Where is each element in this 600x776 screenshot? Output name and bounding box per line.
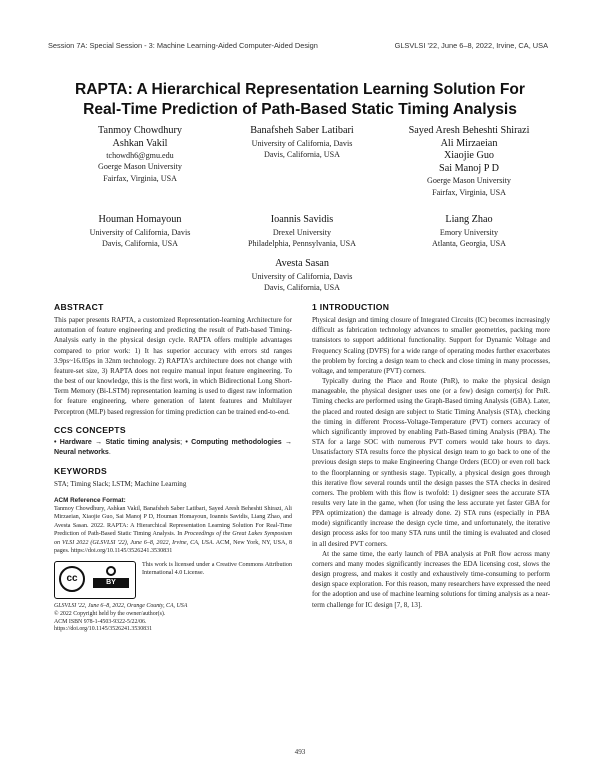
author-block-5 bbox=[224, 214, 380, 249]
period: . bbox=[108, 449, 111, 457]
author-name-2: Ali Mirzaeian bbox=[440, 137, 498, 149]
publication-info bbox=[54, 603, 292, 633]
title-line-1: RAPTA: A Hierarchical Representation Learning Solution For bbox=[75, 81, 525, 98]
intro-paragraph-3: At the same time, the early launch of PBA analysis at PnR flow across many corners and many modes significantly increases the EDA licensing cost, slows the design progress, and makes it costly and exhaustively time-consuming to perform design space exploration. For this reason, many researchers have expressed the need for the adoption and use of machine learning solutions for timing analysis as a near-term challenge for IC design [7, 8, 13]. bbox=[312, 549, 550, 609]
author-name: Ioannis Savidis bbox=[270, 214, 334, 225]
author-affiliation: Goerge Mason University bbox=[427, 176, 511, 186]
introduction-heading: 1 INTRODUCTION bbox=[312, 302, 390, 312]
acm-reference-doi: ACM, New York, NY, USA, 8 pages. https://doi.org/10.1145/3526241.3530831 bbox=[54, 539, 292, 554]
title-line-2: Real-Time Prediction of Path-Based Static Timing Analysis bbox=[83, 101, 517, 118]
author-line: Ashkan Vakil bbox=[112, 137, 168, 149]
running-header-right: GLSVLSI '22, June 6–8, 2022, Irvine, CA, USA bbox=[394, 41, 548, 50]
author-name: Houman Homayoun bbox=[98, 214, 182, 225]
author-affiliation: Drexel University bbox=[272, 227, 332, 237]
author-location: Philadelphia, Pennsylvania, USA bbox=[248, 238, 356, 248]
acm-reference-text: Tanmoy Chowdhury, Ashkan Vakil, Banafsheh Saber Latibari, Sayed Aresh Beheshti Shirazi, Ali Mirzaeian, Xiaojie Guo, Sai Manoj P D, Houman Homayoun, Ioannis Savidis, Liang Zhao, and Avesta Sasan. 2022. RAPTA: A Hierarchical Representation Learning Solution For Real-Time Prediction of Path-Based Static Timing Analysis. In bbox=[54, 505, 292, 538]
running-header-left: Session 7A: Special Session - 3: Machine Learning-Aided Computer-Aided Design bbox=[48, 41, 318, 50]
acm-reference-heading: ACM Reference Format: bbox=[54, 496, 126, 504]
author-affiliation: Goerge Mason University bbox=[98, 162, 182, 172]
author-block-6 bbox=[388, 214, 550, 249]
intro-paragraph-1: Physical design and timing closure of Integrated Circuits (IC) becomes increasingly difficult as fabrication technology advances to smaller geometries, packing more transistors to support additional functionality. Support for Dynamic Voltage and Frequency Scaling (DVFS) for a wide range of operating modes further exacerbates the problem by forcing a design team to check and close timing in many processes, voltage, and temperature (PVT) corners. bbox=[312, 316, 550, 375]
author-name: Banafsheh Saber Latibari bbox=[250, 125, 354, 136]
ccs-bullet-hardware: • Hardware bbox=[54, 438, 92, 446]
right-column bbox=[312, 302, 550, 610]
doi-link[interactable]: https://doi.org/10.1145/3526241.3530831 bbox=[54, 626, 153, 633]
page-number: 493 bbox=[294, 748, 306, 756]
copyright-line: © 2022 Copyright held by the owner/author(s). bbox=[54, 610, 166, 617]
author-affiliation: Emory University bbox=[439, 227, 499, 237]
ccs-item-nn: Neural networks bbox=[54, 449, 109, 457]
author-location: Atlanta, Georgia, USA bbox=[431, 238, 507, 248]
author-block-1 bbox=[64, 125, 216, 184]
arrow: → bbox=[281, 438, 293, 446]
author-location: Fairfax, Virginia, USA bbox=[103, 173, 177, 183]
separator: ; bbox=[180, 438, 186, 446]
keywords-heading: KEYWORDS bbox=[54, 466, 108, 477]
intro-paragraph-2: Typically during the Place and Route (PnR), to make the physical design manageable, the physical designer uses one (or a few) design corner(s) for PnR. Timing checks are performed using the Graph-Based timing Analysis (GBA). Later, the placed and routed design are subject to Static Timing Analysis (STA), checking the timing in different Process-Voltage-Temperature (PVT) corners accuracy of which significantly improved by enabling Path-Based timing Analysis (PBA). The STA for a large SOC with numerous PVT corners would take hours to days. Unsatisfactory STA results force the physical design team to go back to one of the previous design steps to make Engineering Change Orders (ECO) or even roll back to the floorplanning or synthesis stage. Typically, a physical design goes through this iterative flow several rounds until the design passes the STA checks in desired corners. The problem with this flow is twofold: 1) designer sees the accurate STA results very late in the game, when (for using the less accurate yet faster GBA for PPA optimization) the damage is already done. 2) STA runs (especially in PBA mode) significantly increase the design cycle time, and unfortunately, the iterative design process asks for too many STA runs until the timing is evaluated and closed in all desired PVT corners. bbox=[312, 377, 550, 548]
arrow: → bbox=[91, 438, 106, 446]
acm-reference bbox=[54, 497, 292, 556]
author-location: Fairfax, Virginia, USA bbox=[432, 187, 506, 197]
acm-reference-proceedings: Proceedings of the Great Lakes Symposium on VLSI 2022 (GLSVLSI '22), June 6–8, 2022, Irvine, CA, USA. bbox=[54, 531, 292, 546]
author-name-4: Sai Manoj P D bbox=[439, 162, 499, 174]
author-affiliation: University of California, Davis bbox=[251, 271, 353, 281]
author-name: Tanmoy Chowdhury bbox=[98, 125, 182, 136]
author-block-7 bbox=[224, 258, 380, 293]
cc-icon: cc bbox=[59, 566, 85, 592]
author-name: Sayed Aresh Beheshti Shirazi bbox=[408, 125, 530, 136]
by-label: BY bbox=[93, 578, 129, 588]
attribution-icon bbox=[93, 566, 129, 592]
abstract-heading: ABSTRACT bbox=[54, 302, 104, 312]
creative-commons-logo bbox=[54, 561, 136, 599]
author-block-2 bbox=[224, 125, 380, 160]
author-name-3: Xiaojie Guo bbox=[443, 150, 495, 162]
author-block-4 bbox=[64, 214, 216, 249]
author-email: tchowdh6@gmu.edu bbox=[106, 151, 174, 161]
ccs-concepts bbox=[54, 438, 292, 458]
ccs-bullet-computing: • Computing methodologies bbox=[185, 438, 282, 446]
conference-line: GLSVLSI '22, June 6–8, 2022, Orange County, CA, USA bbox=[54, 603, 188, 610]
keywords-text: STA; Timing Slack; LSTM; Machine Learning bbox=[54, 480, 187, 489]
author-affiliation: University of California, Davis bbox=[251, 138, 353, 148]
license-text: This work is licensed under a Creative Commons Attribution International 4.0 License. bbox=[142, 562, 292, 577]
isbn-line: ACM ISBN 978-1-4503-9322-5/22/06. bbox=[54, 618, 147, 625]
author-name: Liang Zhao bbox=[445, 214, 493, 225]
person-icon bbox=[106, 566, 116, 576]
author-name: Avesta Sasan bbox=[275, 258, 329, 269]
ccs-item-sta: Static timing analysis bbox=[105, 438, 181, 446]
author-affiliation: University of California, Davis bbox=[89, 227, 191, 237]
author-block-3 bbox=[388, 125, 550, 198]
left-column bbox=[54, 302, 292, 634]
license-block bbox=[54, 561, 292, 599]
author-location: Davis, California, USA bbox=[102, 238, 178, 248]
ccs-heading: CCS CONCEPTS bbox=[54, 424, 126, 435]
paper-title bbox=[40, 80, 560, 120]
author-location: Davis, California, USA bbox=[264, 282, 340, 292]
abstract-text: This paper presents RAPTA, a customized Representation-learning Architecture for automation of feature engineering and predicting the result of Path-based Timing-Analysis early in the physical design cycle. RAPTA offers multiple advantages compared to prior work: 1) It has superior accuracy with errors std ranges 3.9ps~16.05ps in 32nm technology. 2) RAPTA's architecture does not change with feature-set size, 3) RAPTA does not require manual input feature engineering. To the best of our knowledge, this is the first work, in which Bidirectional Long Short-Term Memory (Bi-LSTM) representation learning is used to digest raw information for feature engineering, where generation of latent features and Multilayer Perceptron (MLP) based regression for timing prediction can be trained end-to-end. bbox=[54, 316, 292, 416]
author-location: Davis, California, USA bbox=[264, 149, 340, 159]
